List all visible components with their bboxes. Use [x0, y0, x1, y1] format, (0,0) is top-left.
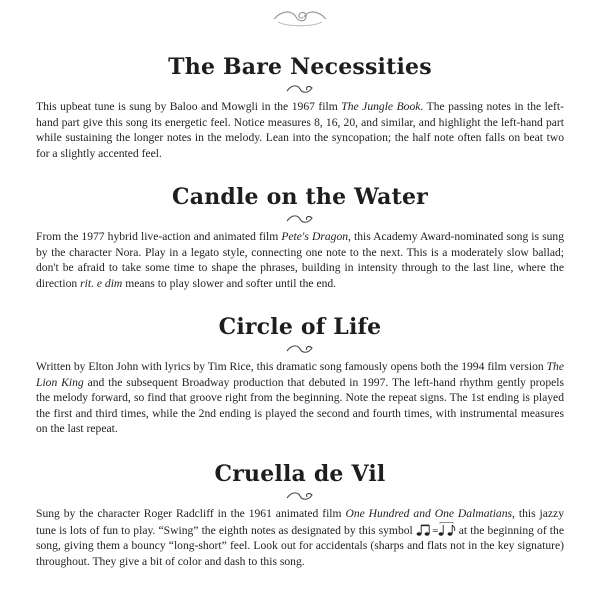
section-candle-on-the-water: [36, 184, 564, 291]
section-divider-ornament-icon: [285, 213, 315, 225]
section-description: [36, 99, 564, 161]
svg-text:=: =: [431, 525, 439, 535]
section-description: [36, 506, 564, 569]
body-text: , this Academy Award-nominated song is sung by the character Nora. Play in a legato style, connecting one note to the next. This is a moderately slow ballad; don't be afraid to take some time to shape the phrases, building in intensity through to the last line, where the direction: [36, 230, 564, 290]
section-circle-of-life: [36, 314, 564, 437]
section-title: Candle on the Water: [172, 184, 428, 210]
section-bare-necessities: [36, 54, 564, 161]
body-text: at the beginning of the song, giving them a bouncy “long-short” feel. Look out for accidentals (sharps and flats not in the key signature) throughout. They give a bit of color and dash to this song.: [36, 523, 564, 568]
section-divider-ornament-icon: [285, 343, 315, 355]
film-title: Pete's Dragon: [281, 230, 349, 243]
section-divider-ornament-icon: [285, 490, 315, 502]
section-title: Circle of Life: [218, 314, 382, 340]
body-text: Sung by the character Roger Radcliff in the 1961 animated film: [36, 507, 346, 520]
section-title: Cruella de Vil: [214, 461, 386, 487]
body-text: Written by Elton John with lyrics by Tim Rice, this dramatic song famously opens both the 1994 film version: [36, 360, 547, 373]
body-text: From the 1977 hybrid live-action and animated film: [36, 230, 282, 243]
top-flourish-ornament-icon: [272, 6, 328, 28]
section-divider-ornament-icon: [285, 83, 315, 95]
body-text: , this jazzy tune is lots of fun to play. “Swing” the eighth notes as designated by this symbol: [36, 507, 564, 537]
body-text: . The passing notes in the left-hand part give this song its energetic feel. Notice measures 8, 16, 20, and similar, and highlight the left-hand part while sustaining the longer notes in the melody. Lean into the syncopation; the half note often falls on beat two for a slightly accented feel.: [36, 100, 564, 160]
body-text: This upbeat tune is sung by Baloo and Mowgli in the 1967 film: [36, 100, 342, 113]
section-title: The Bare Necessities: [168, 54, 432, 80]
section-description: [36, 229, 564, 291]
film-title: One Hundred and One Dalmatians: [345, 507, 513, 520]
film-title: The Jungle Book: [341, 100, 421, 113]
swing-rhythm-symbol-icon: [416, 522, 456, 537]
body-text: and the subsequent Broadway production that debuted in 1997. The left-hand rhythm gently propels the melody forward, so find that groove right from the beginning. Note the repeat signs. The 1st ending is played the first and third times, while the 2nd ending is played the second and fourth times, with instrumental measures on the last repeat.: [36, 375, 564, 436]
film-title: The Lion King: [36, 360, 564, 389]
musical-direction: rit. e dim: [80, 276, 123, 290]
body-text: means to play slower and softer until the end.: [122, 276, 337, 290]
section-cruella-de-vil: [36, 461, 564, 569]
section-description: [36, 359, 564, 437]
